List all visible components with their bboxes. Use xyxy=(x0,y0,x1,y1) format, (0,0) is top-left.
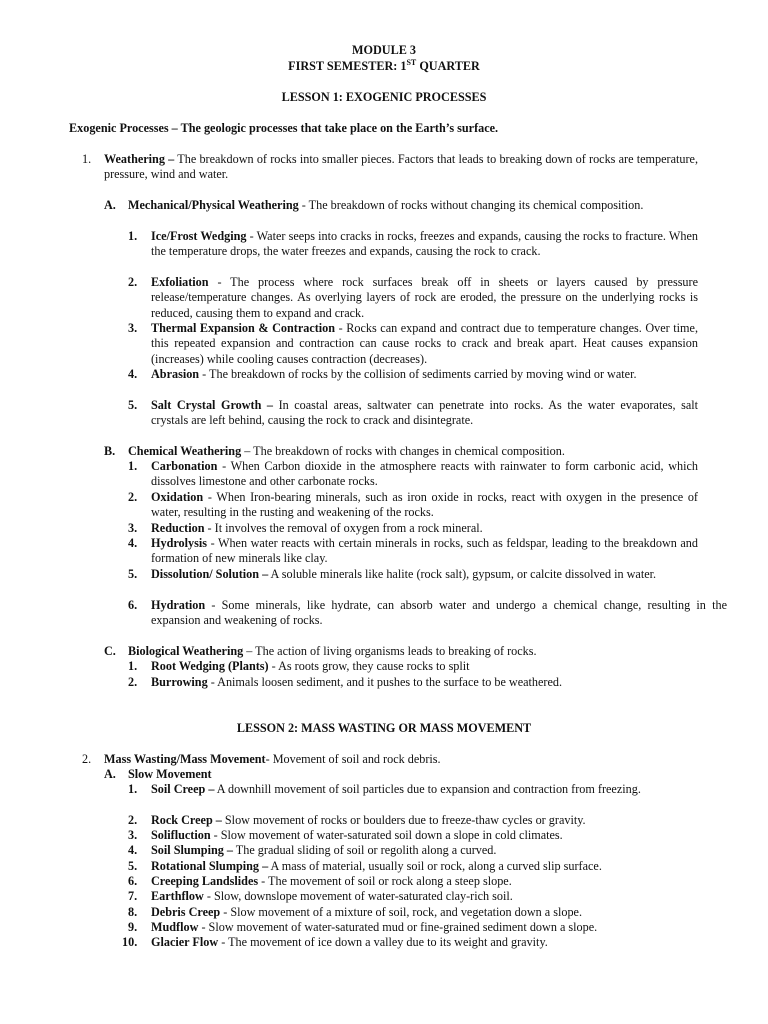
section-b-heading: Chemical Weathering – The breakdown of rocks with changes in chemical composition. xyxy=(128,444,565,458)
list-item: Burrowing - Animals loosen sediment, and it pushes to the surface to be weathered. xyxy=(151,675,563,689)
list-item: Soil Creep – A downhill movement of soil particles due to expansion and contraction from freezing. xyxy=(151,782,641,796)
list-number: 1. xyxy=(128,782,138,796)
list-item: Rotational Slumping – A mass of material, usually soil or rock, along a curved slip surface. xyxy=(151,859,602,873)
list-item: Soil Slumping – The gradual sliding of soil or regolith along a curved. xyxy=(151,843,497,857)
list-number: 3. xyxy=(128,321,138,335)
list-item: Carbonation - When Carbon dioxide in the atmosphere reacts with rainwater to form carbonic acid, which dissolves limestone and other carbonate rocks. xyxy=(151,459,698,489)
list-number: 1. xyxy=(128,459,138,473)
list-item: Creeping Landslides - The movement of soil or rock along a steep slope. xyxy=(151,874,512,888)
slow-movement-heading: Slow Movement xyxy=(128,767,212,781)
weathering-definition: Weathering – The breakdown of rocks into smaller pieces. Factors that leads to breaking down of rocks are temperature, pressure, wind and water. xyxy=(104,152,698,182)
list-number: 4. xyxy=(128,536,138,550)
list-number: 5. xyxy=(128,398,138,412)
list-number: 3. xyxy=(128,521,138,535)
section-letter: B. xyxy=(104,444,116,458)
semester-title: FIRST SEMESTER: 1ST QUARTER xyxy=(288,57,480,73)
list-number: 1. xyxy=(128,659,138,673)
list-item: Hydrolysis - When water reacts with certain minerals in rocks, such as feldspar, leading to the breakdown and formation of new minerals like clay. xyxy=(151,536,698,566)
list-number: 8. xyxy=(128,905,138,919)
list-number: 7. xyxy=(128,889,138,903)
list-item: Thermal Expansion & Contraction - Rocks can expand and contract due to temperature changes. Over time, this repeated expansion and contraction can cause rocks to crack and break apart. Heat causes expansion (increases) while cooling causes contraction (decreases). xyxy=(151,321,698,366)
lesson2-title: LESSON 2: MASS WASTING OR MASS MOVEMENT xyxy=(236,721,532,735)
list-number: 2. xyxy=(128,813,138,827)
list-item: Abrasion - The breakdown of rocks by the collision of sediments carried by moving wind or water. xyxy=(151,367,637,381)
list-item: Earthflow - Slow, downslope movement of water-saturated clay-rich soil. xyxy=(151,889,513,903)
list-item: Mudflow - Slow movement of water-saturated mud or fine-grained sediment down a slope. xyxy=(151,920,598,934)
section-letter: A. xyxy=(104,767,116,781)
list-item: Reduction - It involves the removal of oxygen from a rock mineral. xyxy=(151,521,483,535)
list-item: Solifluction - Slow movement of water-saturated soil down a slope in cold climates. xyxy=(151,828,563,842)
list-number: 10. xyxy=(122,935,138,949)
section-c-heading: Biological Weathering – The action of living organisms leads to breaking of rocks. xyxy=(128,644,537,658)
list-item: Rock Creep – Slow movement of rocks or boulders due to freeze-thaw cycles or gravity. xyxy=(151,813,586,827)
list-item: Root Wedging (Plants) - As roots grow, they cause rocks to split xyxy=(151,659,470,673)
list-number: 2. xyxy=(82,752,92,766)
list-item: Exfoliation - The process where rock surfaces break off in sheets or layers caused by pressure release/temperature changes. As overlying layers of rock are eroded, the pressure on the underlying rocks is reduced, causing them to expand and crack. xyxy=(151,275,698,320)
lesson1-title: LESSON 1: EXOGENIC PROCESSES xyxy=(281,90,487,104)
list-item: Salt Crystal Growth – In coastal areas, saltwater can penetrate into rocks. As the water evaporates, salt crystals are left behind, causing the rock to crack and disintegrate. xyxy=(151,398,698,428)
list-number: 6. xyxy=(128,874,138,888)
mass-wasting-definition: Mass Wasting/Mass Movement- Movement of soil and rock debris. xyxy=(104,752,441,766)
list-number: 1. xyxy=(82,152,92,166)
section-letter: C. xyxy=(104,644,116,658)
list-item: Oxidation - When Iron-bearing minerals, such as iron oxide in rocks, react with oxygen in the presence of water, resulting in the rusting and weakening of the rocks. xyxy=(151,490,698,520)
section-letter: A. xyxy=(104,198,116,212)
exogenic-definition: Exogenic Processes – The geologic processes that take place on the Earth’s surface. xyxy=(69,121,499,135)
section-a-heading: Mechanical/Physical Weathering - The breakdown of rocks without changing its chemical composition. xyxy=(128,198,644,212)
list-number: 5. xyxy=(128,859,138,873)
list-item: Ice/Frost Wedging - Water seeps into cracks in rocks, freezes and expands, causing the rocks to fracture. When the temperature drops, the water freezes and expands, causing the rock to crack. xyxy=(151,229,699,259)
list-number: 1. xyxy=(128,229,138,243)
list-item: Dissolution/ Solution – A soluble minerals like halite (rock salt), gypsum, or calcite dissolved in water. xyxy=(151,567,657,581)
list-number: 5. xyxy=(128,567,138,581)
list-item: Debris Creep - Slow movement of a mixture of soil, rock, and vegetation down a slope. xyxy=(151,905,582,919)
list-number: 4. xyxy=(128,843,138,857)
list-number: 2. xyxy=(128,275,138,289)
list-item: Glacier Flow - The movement of ice down a valley due to its weight and gravity. xyxy=(151,935,548,949)
list-number: 9. xyxy=(128,920,138,934)
list-number: 2. xyxy=(128,675,138,689)
list-number: 2. xyxy=(128,490,138,504)
list-number: 4. xyxy=(128,367,138,381)
list-number: 3. xyxy=(128,828,138,842)
list-item: Hydration - Some minerals, like hydrate, can absorb water and undergo a chemical change, resulting in the expansion and weakening of rocks. xyxy=(151,598,727,628)
module-title: MODULE 3 xyxy=(352,43,416,57)
list-number: 6. xyxy=(128,598,138,612)
